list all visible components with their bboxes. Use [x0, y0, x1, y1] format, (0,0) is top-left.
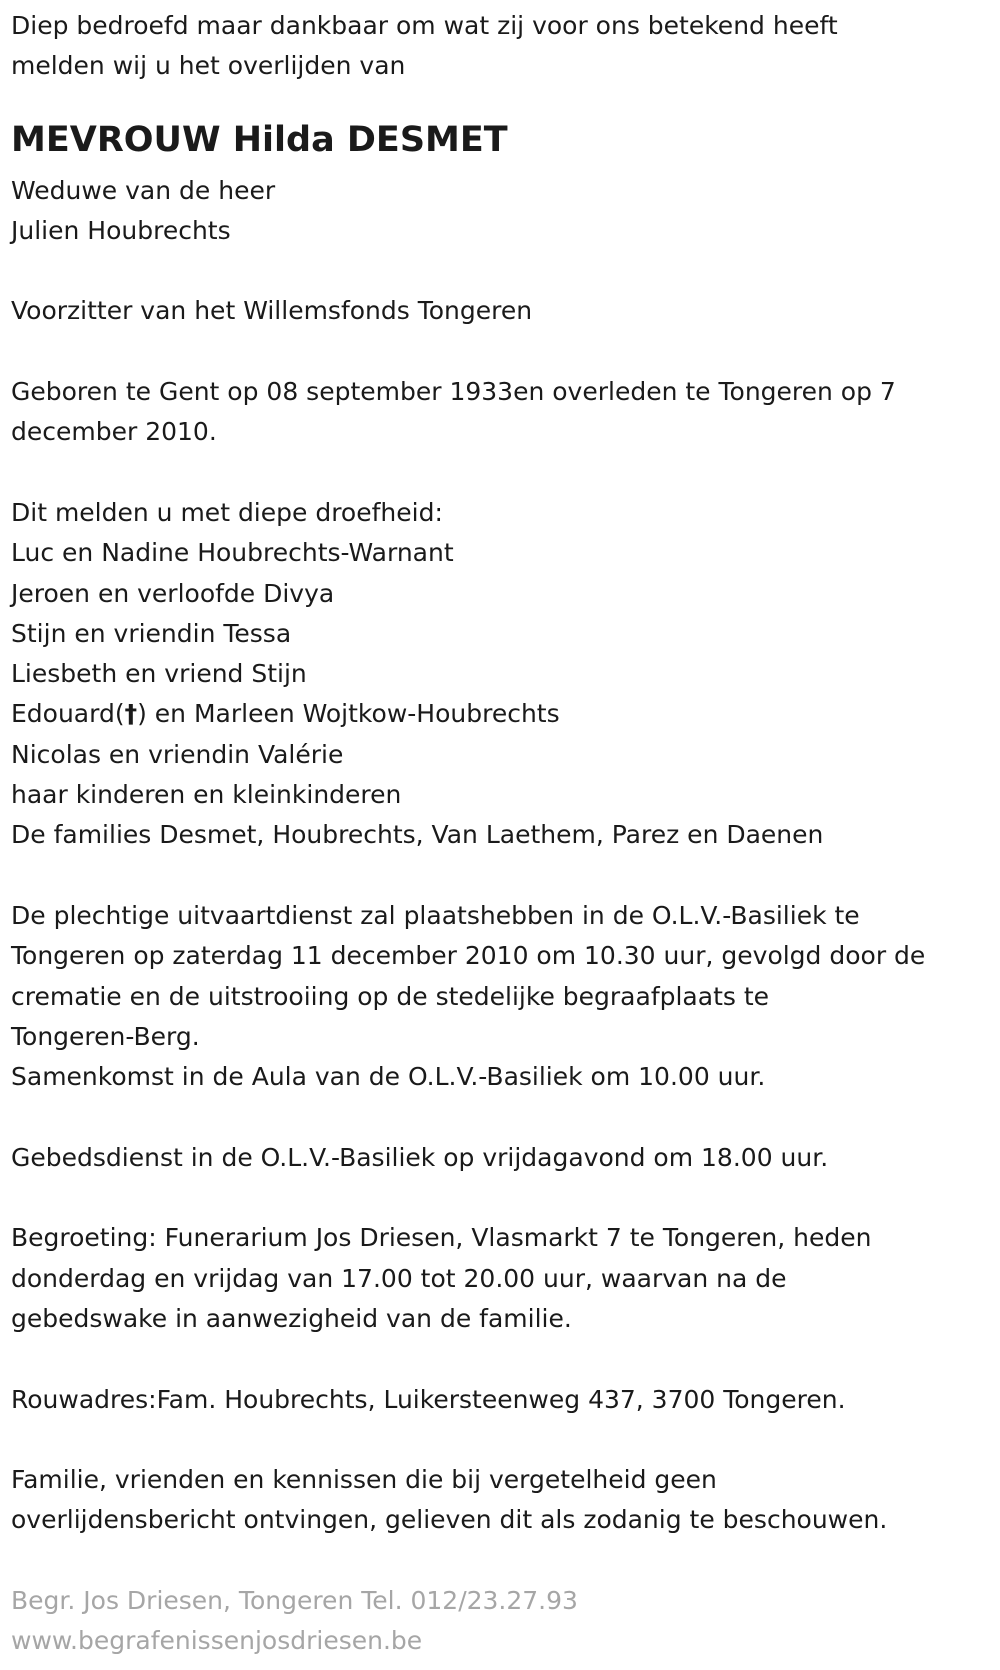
family-member: Nicolas en vriendin Valérie	[11, 739, 344, 769]
greeting-line: donderdag en vrijdag van 17.00 tot 20.00 uur, waarvan na de	[11, 1263, 787, 1293]
address-line: Rouwadres:Fam. Houbrechts, Luikersteenweg 437, 3700 Tongeren.	[11, 1384, 846, 1414]
prayer-line: Gebedsdienst in de O.L.V.-Basiliek op vrijdagavond om 18.00 uur.	[11, 1142, 829, 1172]
funeral-line: crematie en de uitstrooiing op de stedelijke begraafplaats te	[11, 981, 770, 1011]
footer-undertaker: Begr. Jos Driesen, Tongeren Tel. 012/23.27.93	[11, 1585, 578, 1615]
family-member-edouard	[11, 694, 1000, 734]
intro-line-1: Diep bedroefd maar dankbaar om wat zij voor ons betekend heeft	[11, 11, 838, 40]
edouard-rest: ) en Marleen Wojtkow-Houbrechts	[137, 699, 560, 729]
cross-icon: †	[124, 699, 138, 729]
spacer	[11, 1541, 1000, 1581]
footer-website: www.begrafenissenjosdriesen.be	[11, 1626, 423, 1656]
edouard-name: Edouard(	[11, 699, 125, 729]
widow-line-2: Julien Houbrechts	[11, 215, 231, 245]
family-member: De families Desmet, Houbrechts, Van Laethem, Parez en Daenen	[11, 820, 824, 850]
deceased-name: MEVROUW Hilda DESMET	[11, 119, 508, 160]
family-member: Liesbeth en vriend Stijn	[11, 659, 307, 689]
funeral-line: Tongeren op zaterdag 11 december 2010 om 10.30 uur, gevolgd door de	[11, 941, 926, 971]
spacer	[11, 251, 1000, 291]
role-line: Voorzitter van het Willemsfonds Tongeren	[11, 296, 533, 326]
family-member: Luc en Nadine Houbrechts-Warnant	[11, 538, 454, 568]
funeral-line: Tongeren-Berg.	[11, 1021, 200, 1051]
funeral-line: De plechtige uitvaartdienst zal plaatshebben in de O.L.V.-Basiliek te	[11, 900, 860, 930]
intro-line-2: melden wij u het overlijden van	[11, 51, 406, 81]
family-member: haar kinderen en kleinkinderen	[11, 780, 402, 810]
birth-line-1: Geboren te Gent op 08 september 1933en overleden te Tongeren op 7	[11, 377, 896, 407]
spacer	[11, 453, 1000, 493]
spacer	[11, 1097, 1000, 1137]
spacer	[11, 1339, 1000, 1379]
notice-line: Familie, vrienden en kennissen die bij vergetelheid geen	[11, 1465, 717, 1495]
family-intro: Dit melden u met diepe droefheid:	[11, 497, 443, 527]
spacer	[11, 856, 1000, 896]
funeral-line: Samenkomst in de Aula van de O.L.V.-Basiliek om 10.00 uur.	[11, 1062, 766, 1092]
widow-line-1: Weduwe van de heer	[11, 175, 276, 205]
spacer	[11, 1420, 1000, 1460]
spacer	[11, 332, 1000, 372]
spacer	[11, 1178, 1000, 1218]
family-member: Stijn en vriendin Tessa	[11, 618, 292, 648]
greeting-line: Begroeting: Funerarium Jos Driesen, Vlasmarkt 7 te Tongeren, heden	[11, 1223, 872, 1253]
greeting-line: gebedswake in aanwezigheid van de familie.	[11, 1303, 572, 1333]
family-member: Jeroen en verloofde Divya	[11, 578, 335, 608]
notice-line: overlijdensbericht ontvingen, gelieven dit als zodanig te beschouwen.	[11, 1505, 888, 1535]
birth-line-2: december 2010.	[11, 417, 217, 447]
